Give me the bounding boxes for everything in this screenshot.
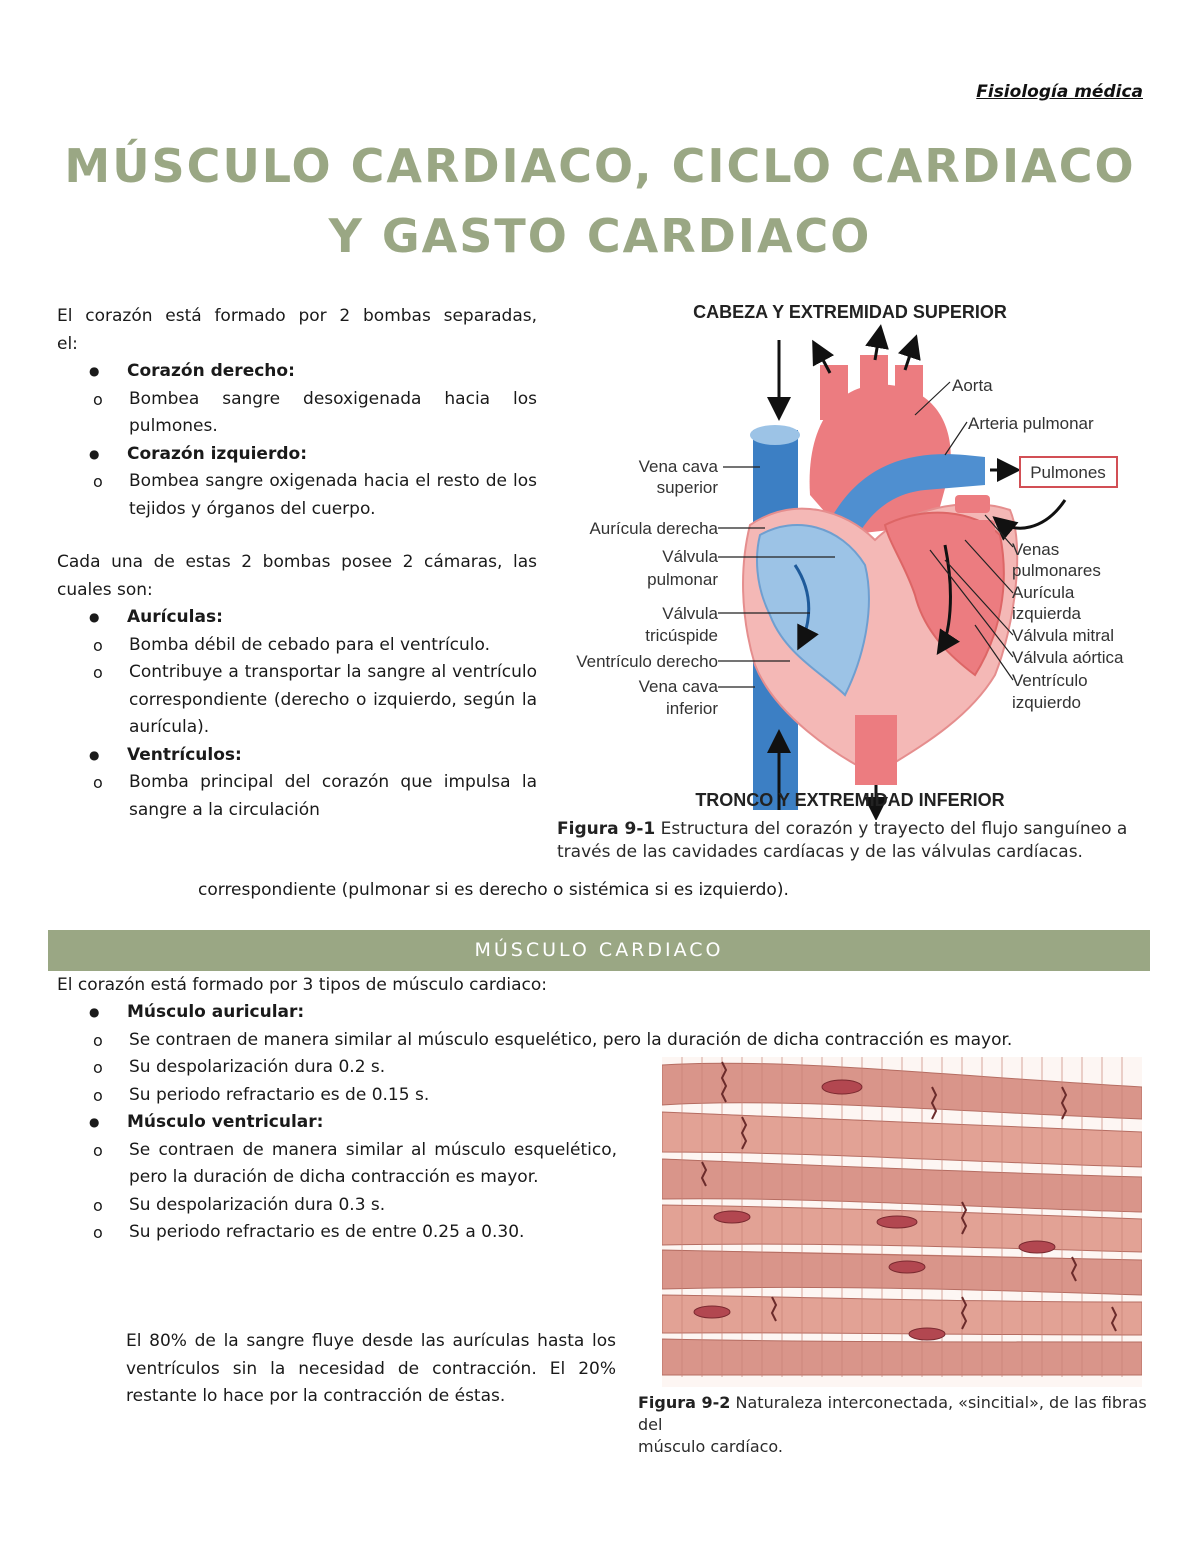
intro-paragraph-2: Cada una de estas 2 bombas posee 2 cámaras, las cuales son: [57, 552, 537, 600]
atria-desc-1: o Bomba débil de cebado para el ventrículo. [57, 632, 537, 660]
label-left-atrium-2: izquierda [1012, 604, 1081, 623]
label-pulmonary-artery: Arteria pulmonar [968, 414, 1094, 433]
right-heart-desc: o Bombea sangre desoxigenada hacia los pulmones. [57, 386, 537, 441]
right-heart-label: Corazón derecho: [127, 361, 295, 381]
flow-paragraph: El 80% de la sangre fluye desde las aurículas hasta los ventrículos sin la necesidad de contracción. El 20% restante lo hace por la contracción de éstas. [126, 1331, 616, 1406]
svc-opening [750, 425, 800, 445]
label-mitral: Válvula mitral [1012, 626, 1115, 645]
ventricular-desc-3: o Su periodo refractario es de entre 0.25 a 0.30. [57, 1219, 617, 1247]
atria-label: Aurículas: [127, 607, 223, 627]
course-header: Fisiología médica [976, 82, 1143, 102]
figure1-caption-label: Figura 9-1 [557, 819, 656, 839]
pulmonary-vein-lower [965, 520, 995, 536]
label-left-ventricle-1: Ventrículo [1012, 671, 1088, 690]
label-pulm-valve-2: pulmonar [647, 570, 718, 589]
intro-paragraph-1-end: el: [57, 333, 78, 354]
label-svc-1: Vena cava [638, 457, 718, 476]
label-left-ventricle-2: izquierdo [1012, 693, 1081, 712]
aorta-branch-2 [860, 355, 888, 415]
pulmonary-vein-upper [955, 495, 990, 513]
figure1-caption-line1: Estructura del corazón y trayecto del flujo sanguíneo a [660, 819, 1128, 839]
label-aortic-valve: Válvula aórtica [1012, 648, 1124, 667]
section-heading-band: MÚSCULO CARDIACO [48, 930, 1150, 971]
atrial-label: Músculo auricular: [127, 1002, 305, 1022]
ventricles-desc-continued: correspondiente (pulmonar si es derecho o sistémica si es izquierdo). [198, 880, 789, 900]
label-ivc-2: inferior [666, 699, 718, 718]
ventricular-section [57, 1109, 617, 1247]
aorta-branch-1 [820, 365, 848, 420]
hearts-list [57, 358, 537, 523]
ventricular-label: Músculo ventricular: [127, 1112, 324, 1132]
label-aorta: Aorta [952, 376, 993, 395]
atrial-desc-2: o Su despolarización dura 0.2 s. [57, 1054, 1137, 1082]
label-tricuspid-1: Válvula [662, 604, 718, 623]
left-heart-desc: o Bombea sangre oxigenada hacia el resto de los tejidos y órganos del cuerpo. [57, 468, 537, 523]
chambers-list [57, 604, 537, 824]
bottom-region-label: TRONCO Y EXTREMIDAD INFERIOR [695, 790, 1005, 810]
figure1-caption-line2: través de las cavidades cardíacas y de las válvulas cardíacas. [557, 842, 1083, 862]
ventricular-desc-2: o Su despolarización dura 0.3 s. [57, 1192, 617, 1220]
atrial-desc-1: o Se contraen de manera similar al músculo esquelético, pero la duración de dicha contracción es mayor. [57, 1027, 1137, 1055]
heart-diagram [545, 295, 1155, 820]
muscle-intro: El corazón está formado por 3 tipos de músculo cardiaco: [57, 975, 547, 995]
atria-desc-2: o Contribuye a transportar la sangre al ventrículo correspondiente (derecho o izquierdo, según la aurícula). [57, 659, 537, 742]
right-heart-item [57, 358, 537, 441]
left-heart-label: Corazón izquierdo: [127, 443, 307, 464]
intro-paragraph-1: El corazón está formado por 2 bombas separadas, [57, 306, 537, 326]
label-ivc-1: Vena cava [638, 677, 718, 696]
figure1-caption [557, 818, 1157, 864]
left-heart-item [57, 441, 537, 524]
atria-item [57, 604, 537, 742]
ventricles-desc: o Bomba principal del corazón que impulsa la sangre a la circulación [57, 769, 537, 824]
ventricular-desc-1: o Se contraen de manera similar al músculo esquelético, pero la duración de dicha contracción es mayor. [57, 1137, 617, 1192]
page-title-line-1: MÚSCULO CARDIACO, CICLO CARDIACO [64, 139, 1136, 193]
label-tricuspid-2: tricúspide [645, 626, 718, 645]
figure2-caption-line1: Naturaleza interconectada, «sincitial», de las fibras del [638, 1393, 1147, 1434]
figure2-caption-label: Figura 9-2 [638, 1393, 731, 1412]
top-region-label: CABEZA Y EXTREMIDAD SUPERIOR [693, 302, 1007, 322]
label-pulm-veins-1: Venas [1012, 540, 1060, 559]
figure2-caption [638, 1392, 1153, 1458]
ventricles-item [57, 742, 537, 825]
label-svc-2: superior [656, 478, 718, 497]
ventricular-item [57, 1109, 617, 1247]
ventricles-label: Ventrículos: [127, 744, 242, 765]
atrial-desc-3: o Su periodo refractario es de 0.15 s. [57, 1082, 1137, 1110]
label-right-atrium: Aurícula derecha [589, 519, 718, 538]
descending-aorta [855, 715, 897, 785]
label-lungs: Pulmones [1030, 463, 1106, 482]
label-left-atrium-1: Aurícula [1012, 583, 1075, 602]
label-pulm-veins-2: pulmonares [1012, 561, 1101, 580]
muscle-fibers-image [662, 1057, 1142, 1387]
figure2-caption-line2: músculo cardíaco. [638, 1437, 784, 1456]
page-title-line-2: Y GASTO CARDIACO [328, 209, 872, 263]
label-right-ventricle: Ventrículo derecho [576, 652, 718, 671]
intro-section [57, 303, 537, 824]
label-pulm-valve-1: Válvula [662, 547, 718, 566]
